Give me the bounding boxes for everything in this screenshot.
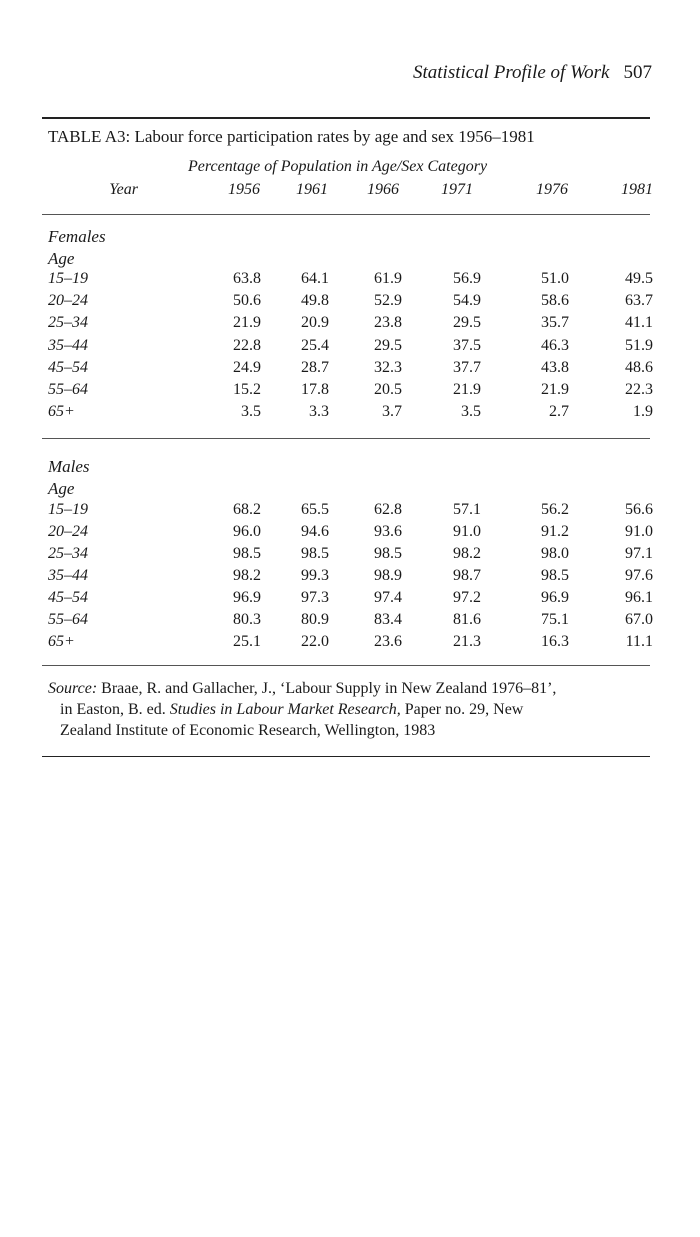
table-cell: 1.9 (633, 403, 653, 420)
column-header: 1961 (296, 181, 328, 198)
table-cell: 3.7 (382, 403, 402, 420)
table-cell: 32.3 (374, 359, 402, 376)
table-row (0, 523, 700, 545)
section-label-females: Females (48, 227, 106, 246)
column-header: 1981 (621, 181, 653, 198)
table-cell: 98.7 (453, 567, 481, 584)
table-cell: 80.9 (301, 611, 329, 628)
table-cell: 24.9 (233, 359, 261, 376)
table-cell: 97.3 (301, 589, 329, 606)
table-cell: 37.7 (453, 359, 481, 376)
table-cell: 49.8 (301, 292, 329, 309)
table-cell: 97.4 (374, 589, 402, 606)
table-cell: 29.5 (453, 314, 481, 331)
table-cell: 98.2 (233, 567, 261, 584)
source-label: Source: (48, 680, 98, 697)
age-group: 15–19 (48, 270, 88, 287)
table-row (0, 314, 700, 336)
table-cell: 91.2 (541, 523, 569, 540)
table-row (0, 403, 700, 425)
table-row (0, 611, 700, 633)
table-cell: 21.9 (453, 381, 481, 398)
table-cell: 63.7 (625, 292, 653, 309)
table-cell: 65.5 (301, 501, 329, 518)
table-cell: 58.6 (541, 292, 569, 309)
section-rule (42, 438, 650, 439)
table-row (0, 633, 700, 655)
table-cell: 61.9 (374, 270, 402, 287)
table-cell: 17.8 (301, 381, 329, 398)
table-cell: 21.9 (541, 381, 569, 398)
source-publication: Studies in Labour Market Research, (169, 701, 401, 718)
table-cell: 3.3 (309, 403, 329, 420)
table-row (0, 381, 700, 403)
table-cell: 35.7 (541, 314, 569, 331)
table-cell: 16.3 (541, 633, 569, 650)
table-row (0, 589, 700, 611)
table-bottom-rule (42, 665, 650, 666)
source-line-3 (48, 720, 652, 741)
age-group: 55–64 (48, 611, 88, 628)
table-cell: 21.3 (453, 633, 481, 650)
table-cell: 81.6 (453, 611, 481, 628)
source-line-1 (48, 678, 652, 699)
table-cell: 75.1 (541, 611, 569, 628)
age-group: 55–64 (48, 381, 88, 398)
year-column-label: Year (109, 181, 138, 198)
header-rule (42, 214, 650, 215)
table-cell: 50.6 (233, 292, 261, 309)
section-label-males: Males (48, 457, 90, 476)
table-cell: 63.8 (233, 270, 261, 287)
table-cell: 56.9 (453, 270, 481, 287)
running-head (413, 62, 652, 84)
table-cell: 57.1 (453, 501, 481, 518)
column-header: 1956 (228, 181, 260, 198)
table-cell: 91.0 (625, 523, 653, 540)
table-row (0, 567, 700, 589)
source-text: Zealand Institute of Economic Research, Wellington, 1983 (60, 722, 436, 739)
table-cell: 21.9 (233, 314, 261, 331)
table-cell: 56.6 (625, 501, 653, 518)
age-group: 65+ (48, 633, 75, 650)
source-note (48, 678, 652, 741)
table-cell: 25.1 (233, 633, 261, 650)
table-cell: 98.5 (541, 567, 569, 584)
table-cell: 22.3 (625, 381, 653, 398)
source-text: Braae, R. and Gallacher, J., ‘Labour Supply in New Zealand 1976–81’, (97, 680, 557, 697)
age-group: 20–24 (48, 292, 88, 309)
table-cell: 43.8 (541, 359, 569, 376)
table-cell: 49.5 (625, 270, 653, 287)
table-cell: 3.5 (241, 403, 261, 420)
page-bottom-rule (42, 756, 650, 757)
age-label: Age (48, 249, 75, 268)
age-group: 25–34 (48, 314, 88, 331)
table-cell: 2.7 (549, 403, 569, 420)
table-cell: 98.5 (374, 545, 402, 562)
table-cell: 56.2 (541, 501, 569, 518)
table-row (0, 501, 700, 523)
table-cell: 80.3 (233, 611, 261, 628)
table-row (0, 337, 700, 359)
table-cell: 96.9 (541, 589, 569, 606)
table-cell: 3.5 (461, 403, 481, 420)
table-cell: 96.0 (233, 523, 261, 540)
running-head-title: Statistical Profile of Work (412, 62, 610, 83)
age-group: 35–44 (48, 337, 88, 354)
table-cell: 64.1 (301, 270, 329, 287)
age-group: 45–54 (48, 359, 88, 376)
table-cell: 22.0 (301, 633, 329, 650)
page-number: 507 (623, 62, 652, 83)
top-rule (42, 117, 650, 119)
table-cell: 98.5 (233, 545, 261, 562)
age-group: 15–19 (48, 501, 88, 518)
age-group: 20–24 (48, 523, 88, 540)
table-cell: 48.6 (625, 359, 653, 376)
table-cell: 28.7 (301, 359, 329, 376)
age-group: 35–44 (48, 567, 88, 584)
table-cell: 68.2 (233, 501, 261, 518)
source-text: in Easton, B. ed. (60, 701, 170, 718)
source-text: Paper no. 29, New (400, 701, 524, 718)
table-cell: 94.6 (301, 523, 329, 540)
age-group: 25–34 (48, 545, 88, 562)
age-label: Age (48, 479, 75, 498)
table-cell: 98.2 (453, 545, 481, 562)
table-title: TABLE A3: Labour force participation rates by age and sex 1956–1981 (48, 127, 535, 146)
table-cell: 37.5 (453, 337, 481, 354)
table-cell: 96.9 (233, 589, 261, 606)
table-cell: 54.9 (453, 292, 481, 309)
table-cell: 23.8 (374, 314, 402, 331)
column-header: 1976 (536, 181, 568, 198)
table-cell: 99.3 (301, 567, 329, 584)
table-row (0, 359, 700, 381)
table-cell: 97.6 (625, 567, 653, 584)
table-cell: 62.8 (374, 501, 402, 518)
column-header: 1971 (441, 181, 473, 198)
age-group: 45–54 (48, 589, 88, 606)
table-cell: 98.5 (301, 545, 329, 562)
table-row (0, 545, 700, 567)
table-cell: 23.6 (374, 633, 402, 650)
table-cell: 67.0 (625, 611, 653, 628)
column-header: 1966 (367, 181, 399, 198)
table-subheader: Percentage of Population in Age/Sex Category (188, 158, 488, 175)
source-line-2 (48, 699, 652, 720)
table-row (0, 292, 700, 314)
table-cell: 25.4 (301, 337, 329, 354)
table-cell: 51.9 (625, 337, 653, 354)
table-row (0, 270, 700, 292)
table-cell: 41.1 (625, 314, 653, 331)
table-cell: 46.3 (541, 337, 569, 354)
table-cell: 97.2 (453, 589, 481, 606)
table-cell: 52.9 (374, 292, 402, 309)
table-cell: 98.0 (541, 545, 569, 562)
table-cell: 22.8 (233, 337, 261, 354)
table-cell: 29.5 (374, 337, 402, 354)
table-cell: 11.1 (625, 633, 653, 650)
table-cell: 15.2 (233, 381, 261, 398)
table-cell: 51.0 (541, 270, 569, 287)
table-cell: 83.4 (374, 611, 402, 628)
table-cell: 93.6 (374, 523, 402, 540)
table-cell: 91.0 (453, 523, 481, 540)
age-group: 65+ (48, 403, 75, 420)
table-cell: 97.1 (625, 545, 653, 562)
table-cell: 96.1 (625, 589, 653, 606)
table-cell: 98.9 (374, 567, 402, 584)
table-cell: 20.9 (301, 314, 329, 331)
table-cell: 20.5 (374, 381, 402, 398)
